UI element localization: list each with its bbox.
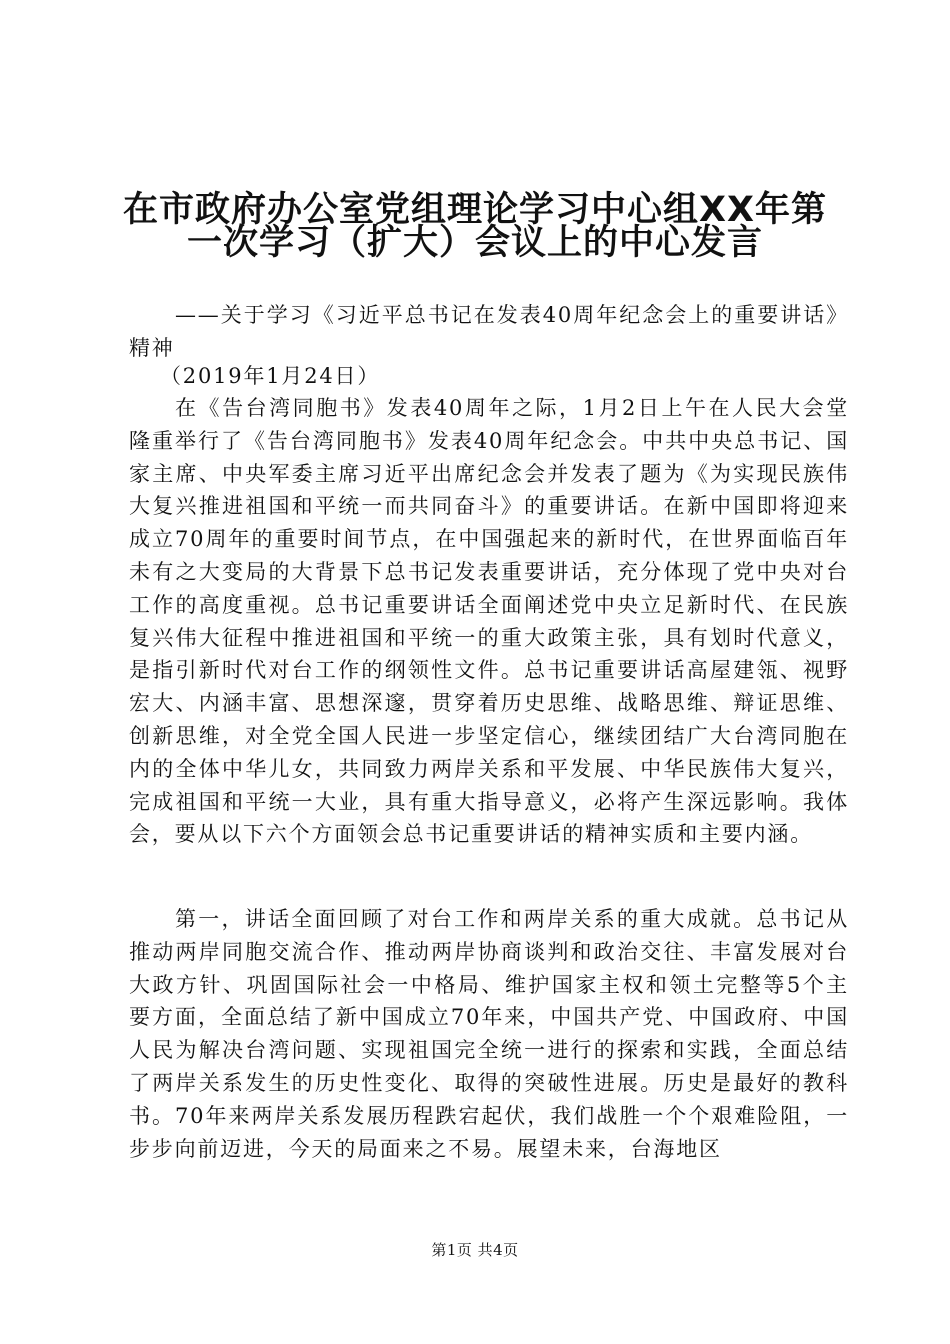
document-title-line-2: 一次学习（扩大）会议上的中心发言 (186, 223, 763, 263)
page-footer: 第1页 共4页 (431, 1241, 519, 1259)
paragraph-1: 在《告台湾同胞书》发表40周年之际，1月2日上午在人民大会堂隆重举行了《告台湾同胞书》发表40周年纪念会。中共中央总书记、国家主席、中央军委主席习近平出席纪念会并发表了题为《为实现民族伟大复兴推进祖国和平统一而共同奋斗》的重要讲话。在新中国即将迎来成立70周年的重要时间节点，在中国强起来的新时代，在世界面临百年未有之大变局的大背景下总书记发表重要讲话，充分体现了党中央对台工作的高度重视。总书记重要讲话全面阐述党中央立足新时代、在民族复兴伟大征程中推进祖国和平统一的重大政策主张，具有划时代意义，是指引新时代对台工作的纲领性文件。总书记重要讲话高屋建瓴、视野宏大、内涵丰富、思想深邃，贯穿着历史思维、战略思维、辩证思维、创新思维，对全党全国人民进一步坚定信心，继续团结广大台湾同胞在内的全体中华儿女，共同致力两岸关系和平发展、中华民族伟大复兴，完成祖国和平统一大业，具有重大指导意义，必将产生深远影响。我体会，要从以下六个方面领会总书记重要讲话的精神实质和主要内涵。 (129, 396, 849, 847)
document-date: （2019年1月24日） (160, 364, 381, 388)
document-title-line-1: 在市政府办公室党组理论学习中心组XX年第 (123, 190, 827, 230)
paragraph-2: 第一，讲话全面回顾了对台工作和两岸关系的重大成就。总书记从推动两岸同胞交流合作、推动两岸协商谈判和政治交往、丰富发展对台大政方针、巩固国际社会一中格局、维护国家主权和领土完整等5个主要方面，全面总结了新中国成立70年来，中国共产党、中国政府、中国人民为解决台湾问题、实现祖国完全统一进行的探索和实践，全面总结了两岸关系发生的历史性变化、取得的突破性进展。历史是最好的教科书。70年来两岸关系发展历程跌宕起伏，我们战胜一个个艰难险阻，一步步向前迈进，今天的局面来之不易。展望未来，台海地区 (129, 907, 849, 1161)
document-subtitle: ——关于学习《习近平总书记在发表40周年纪念会上的重要讲话》精神 (129, 303, 849, 360)
